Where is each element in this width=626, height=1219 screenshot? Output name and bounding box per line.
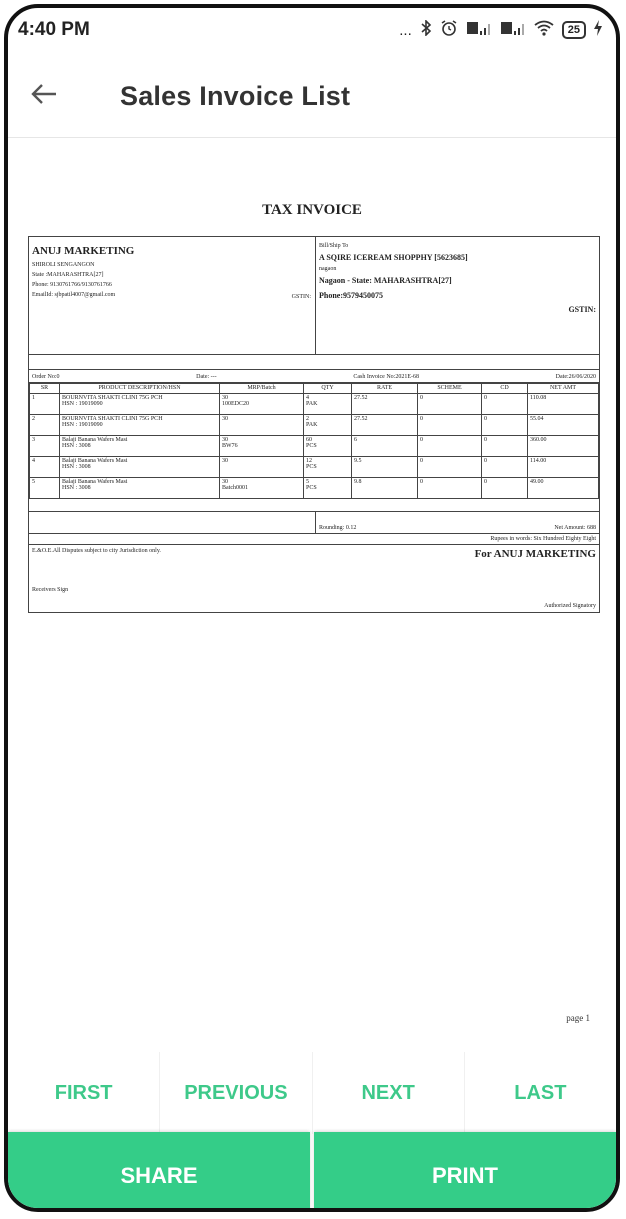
order-number: Order No:0 bbox=[32, 374, 60, 380]
seller-state: State :MAHARASHTRA[27] bbox=[32, 272, 104, 278]
table-cell bbox=[482, 436, 528, 457]
cell-qty: 5 bbox=[306, 479, 309, 485]
charging-icon bbox=[594, 20, 602, 40]
cell-hsn: HSN : 19019090 bbox=[62, 422, 103, 428]
cell-unit: PAK bbox=[306, 401, 318, 407]
table-cell bbox=[60, 436, 220, 457]
cell-scheme: 0 bbox=[420, 437, 423, 443]
col-scheme: SCHEME bbox=[418, 384, 482, 394]
table-row bbox=[30, 415, 599, 436]
cell-batch: BW76 bbox=[222, 443, 238, 449]
cell-mrp: 30 bbox=[222, 479, 228, 485]
phone-frame bbox=[4, 4, 620, 1212]
items-header-row bbox=[30, 384, 599, 394]
status-icons bbox=[399, 19, 602, 41]
cell-net: 49.00 bbox=[530, 479, 544, 485]
seller-gstin: GSTIN: bbox=[291, 294, 311, 300]
status-bar bbox=[8, 8, 616, 52]
cell-cd: 0 bbox=[484, 416, 487, 422]
cell-cd: 0 bbox=[484, 395, 487, 401]
cell-mrp: 30 bbox=[222, 395, 228, 401]
table-row bbox=[30, 457, 599, 478]
cell-hsn: HSN : 3008 bbox=[62, 464, 91, 470]
seller-email: EmailId: sjbpatil4007@gmail.com bbox=[32, 292, 116, 298]
table-cell bbox=[352, 394, 418, 415]
cell-net: 55.04 bbox=[530, 416, 544, 422]
col-sr: SR bbox=[30, 384, 60, 394]
cell-desc: Balaji Banana Wafers Masi bbox=[62, 458, 128, 464]
action-bar bbox=[8, 1132, 616, 1212]
table-cell bbox=[60, 478, 220, 499]
invoice-header bbox=[29, 237, 599, 355]
cell-mrp: 30 bbox=[222, 458, 228, 464]
invoice-date: Date:26/06/2020 bbox=[555, 374, 596, 380]
table-cell bbox=[482, 394, 528, 415]
table-cell bbox=[30, 394, 60, 415]
table-cell bbox=[352, 457, 418, 478]
invoice-footer bbox=[29, 544, 599, 612]
col-qty: QTY bbox=[304, 384, 352, 394]
buyer-block bbox=[316, 237, 599, 354]
cell-scheme: 0 bbox=[420, 416, 423, 422]
seller-phone: Phone: 9130761766/9130761766 bbox=[32, 282, 112, 288]
items-body bbox=[30, 394, 599, 499]
seller-address: SHIROLI SENGANGON bbox=[32, 262, 95, 268]
table-cell bbox=[352, 415, 418, 436]
last-page-button[interactable]: LAST bbox=[514, 1081, 567, 1104]
table-cell bbox=[528, 478, 599, 499]
first-page-button[interactable]: FIRST bbox=[8, 1052, 160, 1134]
for-firm-label: For ANUJ MARKETING bbox=[474, 548, 596, 560]
table-cell bbox=[418, 394, 482, 415]
items-table bbox=[29, 383, 599, 499]
amount-in-words: Rupees in words: Six Hundred Eighty Eight bbox=[29, 533, 599, 544]
table-cell bbox=[482, 478, 528, 499]
buyer-state: Nagaon - State: MAHARASHTRA[27] bbox=[319, 276, 452, 285]
cell-qty: 60 bbox=[306, 437, 312, 443]
page-number: page 1 bbox=[566, 1013, 590, 1023]
table-cell bbox=[418, 436, 482, 457]
table-cell bbox=[220, 394, 304, 415]
table-cell bbox=[30, 436, 60, 457]
table-cell bbox=[60, 457, 220, 478]
table-cell bbox=[30, 457, 60, 478]
table-cell bbox=[30, 415, 60, 436]
table-cell bbox=[60, 415, 220, 436]
cash-invoice-number: Cash Invoice No:2021E-68 bbox=[353, 374, 419, 380]
seller-name: ANUJ MARKETING bbox=[32, 245, 135, 257]
net-amount: Net Amount: 688 bbox=[554, 525, 596, 531]
table-cell bbox=[528, 436, 599, 457]
order-info-row bbox=[29, 369, 599, 383]
table-cell bbox=[304, 478, 352, 499]
bill-to-label: Bill/Ship To bbox=[319, 243, 349, 249]
table-cell bbox=[220, 415, 304, 436]
cell-sr: 4 bbox=[32, 458, 35, 464]
cell-rate: 6 bbox=[354, 437, 357, 443]
col-cd: CD bbox=[482, 384, 528, 394]
cell-unit: PCS bbox=[306, 485, 317, 491]
table-cell bbox=[304, 415, 352, 436]
page-title: Sales Invoice List bbox=[120, 81, 351, 111]
cell-desc: Balaji Banana Wafers Masi bbox=[62, 479, 128, 485]
cell-unit: PCS bbox=[306, 464, 317, 470]
table-cell bbox=[352, 436, 418, 457]
cell-sr: 2 bbox=[32, 416, 35, 422]
receiver-sign-label: Receivers Sign bbox=[32, 587, 69, 593]
cell-scheme: 0 bbox=[420, 395, 423, 401]
cell-batch: Batch0001 bbox=[222, 485, 248, 491]
table-cell bbox=[220, 436, 304, 457]
cell-hsn: HSN : 19019090 bbox=[62, 401, 103, 407]
cell-rate: 9.5 bbox=[354, 458, 362, 464]
cell-batch: 100EDC20 bbox=[222, 401, 249, 407]
table-cell bbox=[418, 415, 482, 436]
pagination-nav bbox=[8, 1052, 616, 1134]
invoice-doc-title: TAX INVOICE bbox=[262, 202, 362, 218]
table-cell bbox=[220, 457, 304, 478]
table-cell bbox=[482, 415, 528, 436]
cell-mrp: 30 bbox=[222, 437, 228, 443]
cell-rate: 9.8 bbox=[354, 479, 362, 485]
table-cell bbox=[352, 478, 418, 499]
alarm-icon bbox=[440, 19, 458, 41]
table-cell bbox=[528, 457, 599, 478]
wifi-icon bbox=[534, 20, 554, 40]
table-row bbox=[30, 478, 599, 499]
previous-page-button[interactable]: PREVIOUS bbox=[160, 1052, 312, 1134]
cell-qty: 12 bbox=[306, 458, 312, 464]
col-description: PRODUCT DESCRIPTION/HSN bbox=[60, 384, 220, 394]
cell-qty: 4 bbox=[306, 395, 309, 401]
cell-desc: BOURNVITA SHAKTI CLINI 75G PCH bbox=[62, 416, 163, 422]
cell-scheme: 0 bbox=[420, 479, 423, 485]
cell-mrp: 30 bbox=[222, 416, 228, 422]
invoice-preview bbox=[8, 140, 616, 1050]
share-button[interactable]: SHARE bbox=[8, 1132, 310, 1212]
table-cell bbox=[220, 478, 304, 499]
status-time: 4:40 PM bbox=[18, 19, 90, 40]
more-dots-icon: ... bbox=[399, 21, 412, 39]
authorized-signatory-label: Authorized Signatory bbox=[544, 603, 596, 609]
table-row bbox=[30, 436, 599, 457]
table-cell bbox=[482, 457, 528, 478]
cell-cd: 0 bbox=[484, 458, 487, 464]
cell-hsn: HSN : 3008 bbox=[62, 485, 91, 491]
cell-hsn: HSN : 3008 bbox=[62, 443, 91, 449]
cell-rate: 27.52 bbox=[354, 395, 368, 401]
seller-block bbox=[29, 237, 316, 354]
bluetooth-icon bbox=[420, 20, 432, 40]
cell-sr: 3 bbox=[32, 437, 35, 443]
cell-cd: 0 bbox=[484, 437, 487, 443]
col-mrp-batch: MRP/Batch bbox=[220, 384, 304, 394]
next-page-button[interactable]: NEXT bbox=[313, 1052, 465, 1134]
table-cell bbox=[528, 394, 599, 415]
order-date: Date: --- bbox=[196, 374, 217, 380]
table-cell bbox=[304, 457, 352, 478]
cell-unit: PAK bbox=[306, 422, 318, 428]
table-cell bbox=[60, 394, 220, 415]
table-cell bbox=[30, 478, 60, 499]
col-net-amt: NET AMT bbox=[528, 384, 599, 394]
invoice-document bbox=[28, 236, 600, 613]
cell-desc: BOURNVITA SHAKTI CLINI 75G PCH bbox=[62, 395, 163, 401]
table-row bbox=[30, 394, 599, 415]
buyer-gstin: GSTIN: bbox=[568, 305, 596, 314]
sim2-signal-icon bbox=[500, 20, 526, 40]
table-cell bbox=[304, 394, 352, 415]
buyer-place: nagaon bbox=[319, 266, 337, 272]
cell-rate: 27.52 bbox=[354, 416, 368, 422]
buyer-name: A SQIRE ICEREAM SHOPPHY [5623685] bbox=[319, 253, 468, 262]
buyer-phone: Phone:9579450075 bbox=[319, 291, 383, 300]
cell-sr: 1 bbox=[32, 395, 35, 401]
col-rate: RATE bbox=[352, 384, 418, 394]
print-button[interactable]: PRINT bbox=[314, 1132, 616, 1212]
arrow-left-icon[interactable] bbox=[30, 80, 90, 114]
table-cell bbox=[418, 457, 482, 478]
cell-net: 360.00 bbox=[530, 437, 547, 443]
sim1-signal-icon bbox=[466, 20, 492, 40]
cell-sr: 5 bbox=[32, 479, 35, 485]
cell-net: 114.00 bbox=[530, 458, 547, 464]
battery-icon: 25 bbox=[562, 21, 586, 39]
table-cell bbox=[304, 436, 352, 457]
rounding-value: Rounding: 0.12 bbox=[319, 525, 357, 531]
table-cell bbox=[418, 478, 482, 499]
disclaimer-text: E.&O.E.All Disputes subject to city Jurisdiction only. bbox=[32, 548, 161, 554]
table-cell bbox=[528, 415, 599, 436]
cell-cd: 0 bbox=[484, 479, 487, 485]
app-bar bbox=[8, 56, 616, 138]
rounding-row bbox=[29, 511, 599, 533]
cell-unit: PCS bbox=[306, 443, 317, 449]
cell-scheme: 0 bbox=[420, 458, 423, 464]
cell-qty: 2 bbox=[306, 416, 309, 422]
cell-net: 110.08 bbox=[530, 395, 547, 401]
cell-desc: Balaji Banana Wafers Masi bbox=[62, 437, 128, 443]
